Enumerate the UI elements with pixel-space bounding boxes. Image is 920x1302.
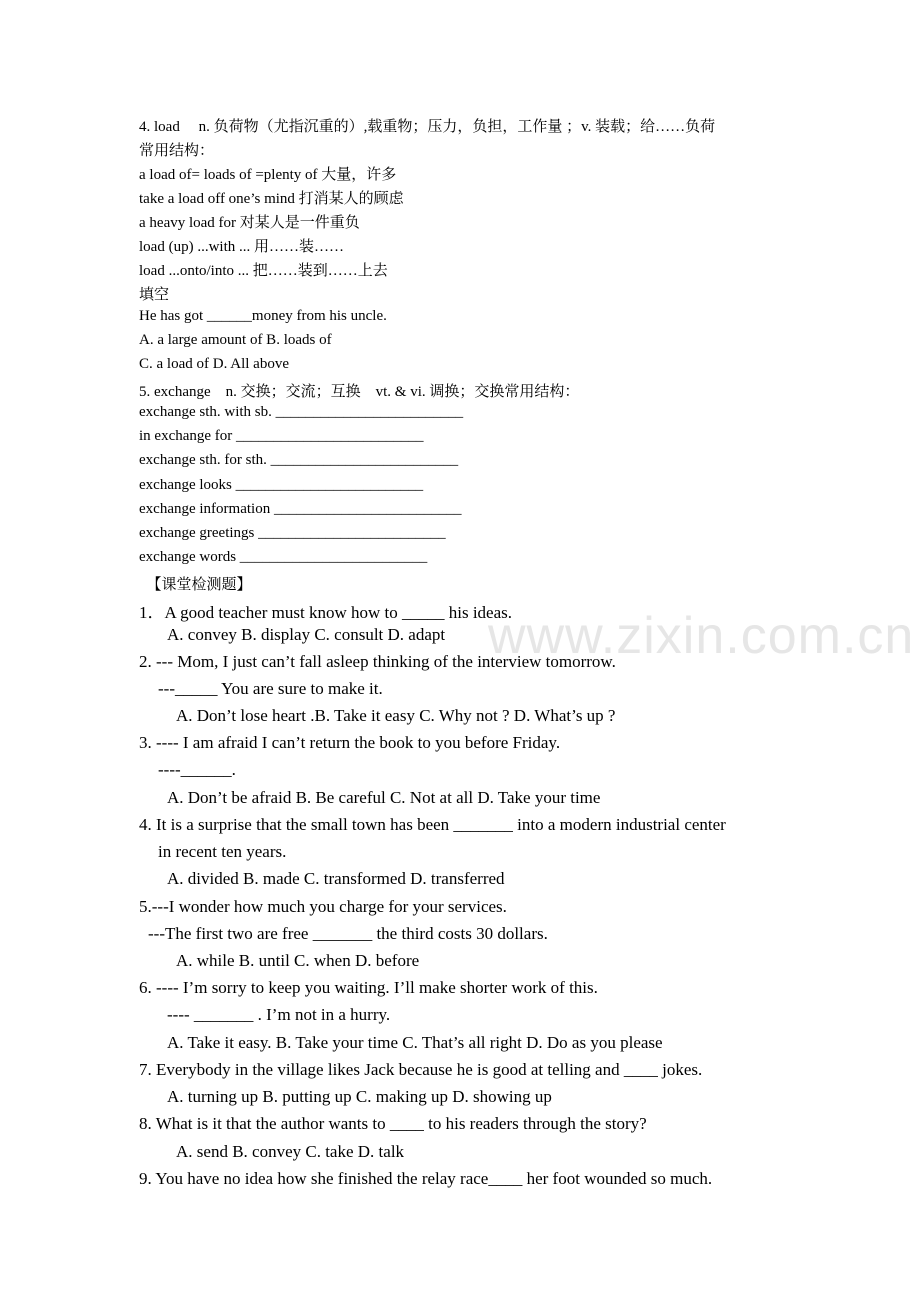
vocab-line: exchange sth. with sb. _________________________ [139, 404, 464, 420]
vocab-line: exchange looks _________________________ [139, 477, 424, 493]
quiz-question: ----______. [158, 760, 236, 779]
quiz-question: 1．A good teacher must know how to _____ his ideas. [139, 603, 513, 622]
quiz-options: A. divided B. made C. transformed D. transferred [167, 869, 505, 888]
quiz-question: 3. ---- I am afraid I can’t return the book to you before Friday. [139, 733, 561, 752]
quiz-question: 5.---I wonder how much you charge for your services. [139, 897, 507, 916]
section-heading: 【课堂检测题】 [139, 577, 252, 593]
quiz-question: 2. --- Mom, I just can’t fall asleep thinking of the interview tomorrow. [139, 652, 616, 671]
vocab-line: 常用结构： [139, 143, 215, 159]
vocab-line: exchange greetings _________________________ [139, 525, 446, 541]
watermark: www.zixin.com.cn [488, 607, 915, 665]
vocab-line: in exchange for _________________________ [139, 428, 424, 444]
vocab-line: A. a large amount of B. loads of [139, 332, 332, 348]
vocab-line: a load of= loads of =plenty of 大量，许多 [139, 167, 397, 183]
quiz-question: in recent ten years. [158, 842, 287, 861]
quiz-options: A. turning up B. putting up C. making up D. showing up [167, 1087, 552, 1106]
vocab-line: a heavy load for 对某人是一件重负 [139, 215, 360, 231]
vocab-line: take a load off one’s mind 打消某人的顾虑 [139, 191, 404, 207]
quiz-question: 4. It is a surprise that the small town has been _______ into a modern industrial center [139, 815, 726, 834]
quiz-options: A. Don’t lose heart .B. Take it easy C. Why not ? D. What’s up ? [176, 706, 616, 725]
quiz-options: A. while B. until C. when D. before [176, 951, 420, 970]
vocab-line: He has got ______money from his uncle. [139, 308, 387, 324]
vocab-line: load (up) ...with ... 用……装…… [139, 239, 344, 255]
vocab-line: 4. load n. 负荷物（尤指沉重的）,载重物；压力，负担，工作量 ；v. 装载；给……负荷 [139, 119, 716, 135]
quiz-options: A. send B. convey C. take D. talk [176, 1142, 405, 1161]
quiz-question: 9. You have no idea how she finished the relay race____ her foot wounded so much. [139, 1169, 713, 1188]
quiz-options: A. Take it easy. B. Take your time C. That’s all right D. Do as you please [167, 1033, 663, 1052]
vocab-line: load ...onto/into ... 把……装到……上去 [139, 263, 388, 279]
quiz-question: 6. ---- I’m sorry to keep you waiting. I’ll make shorter work of this. [139, 978, 598, 997]
vocab-line: exchange words _________________________ [139, 549, 428, 565]
vocab-line: C. a load of D. All above [139, 356, 289, 372]
quiz-question: 7. Everybody in the village likes Jack because he is good at telling and ____ jokes. [139, 1060, 703, 1079]
quiz-question: 8. What is it that the author wants to ____ to his readers through the story? [139, 1114, 647, 1133]
vocab-line: 填空 [139, 287, 170, 303]
vocab-line: exchange information _________________________ [139, 501, 462, 517]
quiz-options: A. convey B. display C. consult D. adapt [167, 625, 446, 644]
quiz-question: ---The first two are free _______ the third costs 30 dollars. [148, 924, 548, 943]
quiz-question: ---_____ You are sure to make it. [158, 679, 383, 698]
vocab-line: exchange sth. for sth. _________________________ [139, 452, 459, 468]
quiz-options: A. Don’t be afraid B. Be careful C. Not at all D. Take your time [167, 788, 601, 807]
quiz-question: ---- _______ . I’m not in a hurry. [167, 1005, 391, 1024]
vocab-line: 5. exchange n. 交换；交流；互换 vt. & vi. 调换；交换常用结构： [139, 384, 580, 400]
